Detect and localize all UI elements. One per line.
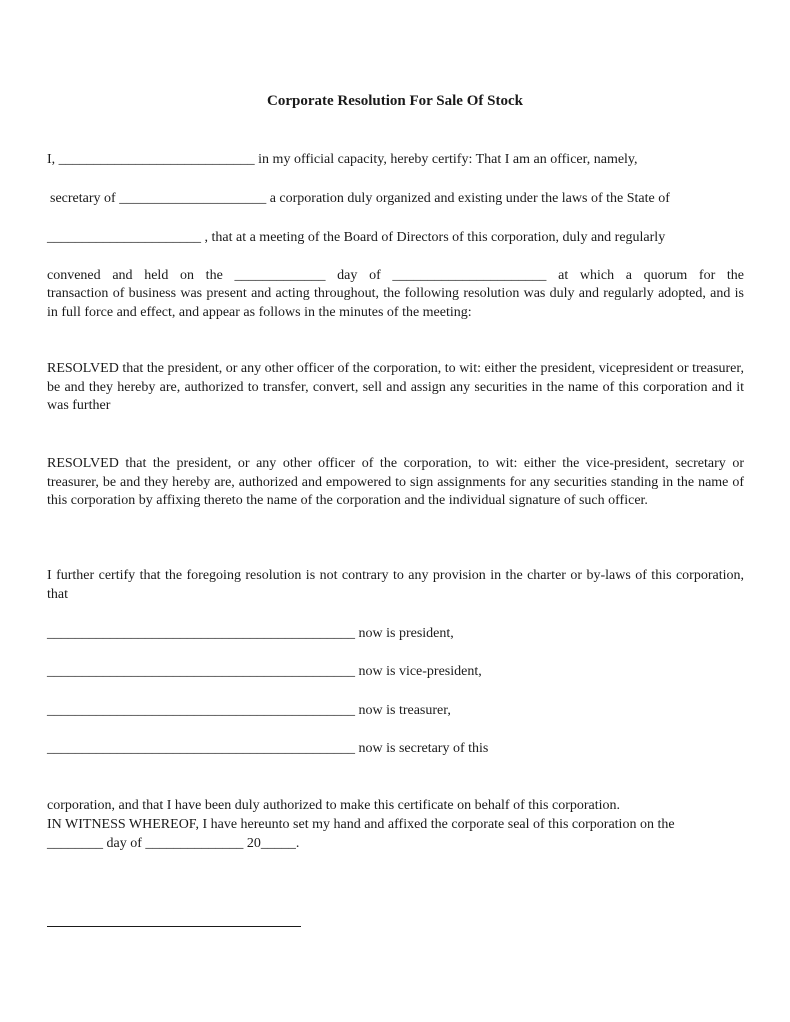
officer-name-blank[interactable]: ____________________________ (58, 152, 255, 167)
resolved-paragraph-1: RESOLVED that the president, or any other officer of the corporation, to wit: either the president, vicepresident or treasurer, be and they hereby are, authorized to transfer, convert, sell and assign any securities in the name of this corporation and it was further (47, 361, 744, 413)
witness-line: IN WITNESS WHEREOF, I have hereunto set my hand and affixed the corporate seal of this corporation on the (47, 817, 675, 832)
state-blank[interactable]: ______________________ (47, 230, 201, 245)
month-blank[interactable]: ______________ (145, 836, 244, 851)
signature-line[interactable] (47, 926, 301, 927)
corporation-name-blank[interactable]: _____________________ (119, 191, 267, 206)
secretary-prefix: secretary of (50, 191, 116, 206)
president-label: now is president, (358, 626, 454, 641)
convened-line (47, 267, 744, 285)
convened-part2: day of (337, 268, 381, 283)
convened-part1: convened and held on the (47, 268, 223, 283)
date-day-of: day of (106, 836, 142, 851)
secretary-label: now is secretary of this (358, 741, 489, 756)
certify-prefix: I, (47, 152, 56, 167)
treasurer-label: now is treasurer, (358, 703, 451, 718)
vice-president-label: now is vice-president, (358, 664, 482, 679)
day-blank[interactable]: ________ (47, 836, 103, 851)
transaction-paragraph: transaction of business was present and acting throughout, the following resolution was duly and regularly adopted, and is in full force and effect, and appear as follows in the minutes of the meeting: (47, 286, 744, 320)
state-line (47, 229, 744, 247)
document-title: Corporate Resolution For Sale Of Stock (267, 93, 523, 109)
closing-line: corporation, and that I have been duly authorized to make this certificate on behalf of this corporation. (47, 798, 621, 813)
secretary-line (50, 190, 747, 208)
convened-part3: at which a quorum for the (558, 268, 745, 283)
president-name-blank[interactable]: ____________________________________________ (47, 626, 355, 641)
state-suffix: , that at a meeting of the Board of Directors of this corporation, duly and regularly (204, 230, 666, 245)
officer-line-treasurer (47, 702, 744, 720)
meeting-date-blank[interactable]: _____________ (234, 268, 326, 283)
officer-line-secretary (47, 740, 744, 758)
secretary-name-blank[interactable]: ____________________________________________ (47, 741, 355, 756)
year-blank[interactable]: _____. (260, 836, 300, 851)
date-line (47, 835, 744, 853)
secretary-suffix: a corporation duly organized and existing under the laws of the State of (269, 191, 670, 206)
treasurer-name-blank[interactable]: ____________________________________________ (47, 703, 355, 718)
officer-line-vice-president (47, 663, 744, 681)
further-certify-paragraph: I further certify that the foregoing resolution is not contrary to any provision in the charter or by-laws of this corporation, that (47, 568, 744, 602)
vice-president-name-blank[interactable]: ____________________________________________ (47, 664, 355, 679)
certify-line (47, 151, 744, 169)
meeting-month-blank[interactable]: ______________________ (392, 268, 547, 283)
certify-suffix: in my official capacity, hereby certify: That I am an officer, namely, (258, 152, 638, 167)
officer-line-president (47, 625, 744, 643)
resolved-paragraph-2: RESOLVED that the president, or any other officer of the corporation, to wit: either the vice-president, secretary or treasurer, be and they hereby are, authorized and empowered to sign assignments for any securities standing in the name of this corporation by affixing thereto the name of the corporation and the individual signature of such officer. (47, 456, 744, 508)
date-century: 20 (246, 836, 261, 851)
